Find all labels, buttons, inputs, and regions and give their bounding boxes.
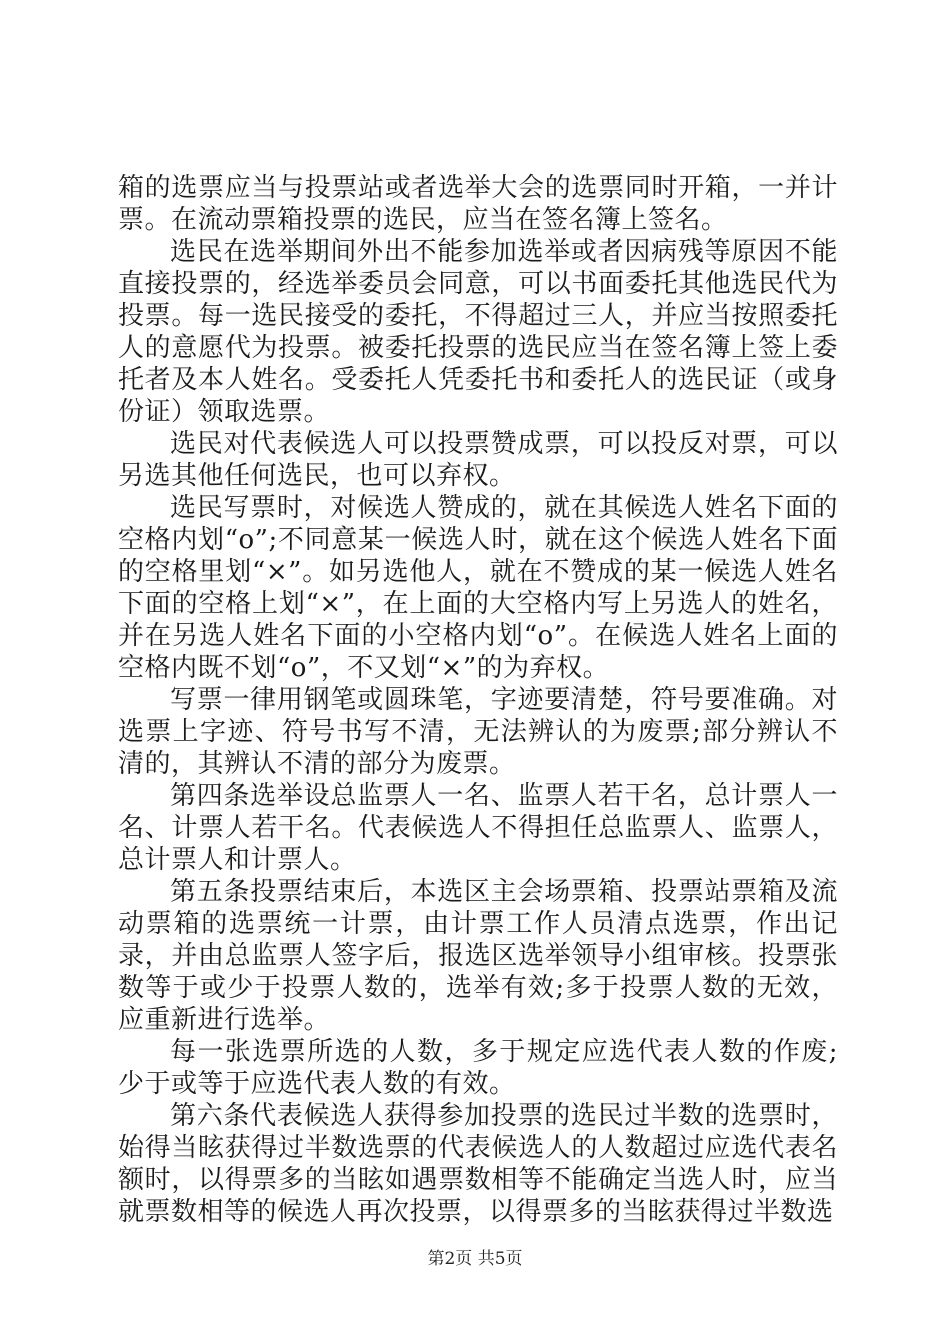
paragraph-proxy-voting: 选民在选举期间外出不能参加选举或者因病残等原因不能直接投票的，经选举委员会同意，可以书面委托其他选民代为投票。每一选民接受的委托，不得超过三人，并应当按照委托人的意愿代为投票。被委托投票的选民应当在签名簿上签上委托者及本人姓名。受委托人凭委托书和委托人的选民证（或身份证）领取选票。 [118, 237, 838, 427]
paragraph-ballot-validity: 每一张选票所选的人数，多于规定应选代表人数的作废;少于或等于应选代表人数的有效。 [118, 1037, 838, 1099]
paragraph-vote-options: 选民对代表候选人可以投票赞成票，可以投反对票，可以另选其他任何选民，也可以弃权。 [118, 429, 838, 491]
paragraph-article-5: 第五条投票结束后，本选区主会场票箱、投票站票箱及流动票箱的选票统一计票，由计票工作人员清点选票，作出记录，并由总监票人签字后，报选区选举领导小组审核。投票张数等于或少于投票人数的，选举有效;多于投票人数的无效，应重新进行选举。 [118, 877, 838, 1035]
document-body [118, 172, 838, 1228]
paragraph-writing-rules: 写票一律用钢笔或圆珠笔，字迹要清楚，符号要准确。对选票上字迹、符号书写不清，无法辨认的为废票;部分辨认不清的，其辨认不清的部分为废票。 [118, 685, 838, 779]
page-number-footer: 第2页 共5页 [427, 1249, 523, 1269]
paragraph-ballot-marking: 选民写票时，对候选人赞成的，就在其候选人姓名下面的空格内划“o”;不同意某一候选人时，就在这个候选人姓名下面的空格里划“×”。如另选他人，就在不赞成的某一候选人姓名下面的空格上划“×”，在上面的大空格内写上另选人的姓名，并在另选人姓名下面的小空格内划“o”。在候选人姓名上面的空格内既不划“o”，不又划“×”的为弃权。 [118, 493, 838, 683]
paragraph-article-6: 第六条代表候选人获得参加投票的选民过半数的选票时，始得当眩获得过半数选票的代表候选人的人数超过应选代表名额时，以得票多的当眩如遇票数相等不能确定当选人时，应当就票数相等的候选人再次投票，以得票多的当眩获得过半数选 [118, 1101, 838, 1227]
paragraph-continued: 箱的选票应当与投票站或者选举大会的选票同时开箱，一并计票。在流动票箱投票的选民，应当在签名簿上签名。 [118, 173, 838, 235]
paragraph-article-4: 第四条选举设总监票人一名、监票人若干名，总计票人一名、计票人若干名。代表候选人不得担任总监票人、监票人，总计票人和计票人。 [118, 781, 838, 875]
